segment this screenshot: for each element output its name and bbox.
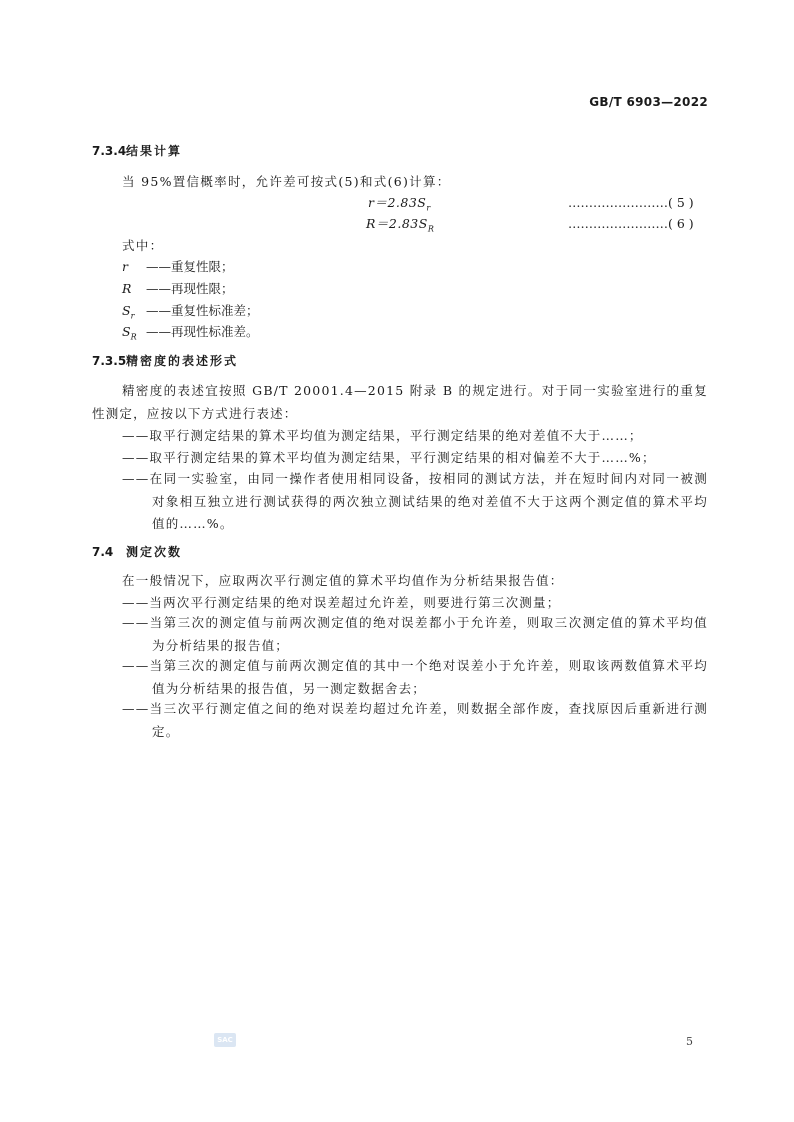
section-heading-7-3-4 — [92, 145, 182, 157]
definition-symbol-subscript: r — [130, 311, 135, 321]
definition-symbol-subscript: R — [130, 332, 137, 342]
section-title: 结果计算 — [126, 144, 183, 158]
equation-6-text: R＝2.83S — [366, 216, 428, 231]
equation-6-subscript: R — [427, 224, 435, 234]
sac-logo: SAC — [214, 1033, 236, 1047]
definition-symbol: R — [122, 281, 132, 296]
standard-code: GB/T 6903—2022 — [589, 95, 708, 109]
equation-5-number: ……………………( 5 ) — [568, 195, 694, 210]
definition-item — [122, 305, 259, 321]
calc-intro: 当 95%置信概率时，允许差可按式(5)和式(6)计算： — [122, 174, 451, 189]
definition-symbol-base: S — [122, 324, 131, 339]
equation-5 — [368, 197, 431, 213]
precision-item: ——取平行测定结果的算术平均值为测定结果，平行测定结果的绝对差值不大于……； — [122, 428, 643, 443]
section-heading-7-3-5 — [92, 355, 238, 367]
count-intro: 在一般情况下，应取两次平行测定值的算术平均值作为分析结果报告值： — [122, 573, 564, 588]
definition-symbol — [122, 305, 146, 321]
precision-item: ——取平行测定结果的算术平均值为测定结果，平行测定结果的相对偏差不大于……%； — [122, 450, 656, 465]
definition-text: ——重复性标准差； — [146, 303, 259, 318]
definition-symbol-base: S — [122, 303, 131, 318]
where-label: 式中： — [122, 238, 164, 253]
definition-item — [122, 261, 234, 274]
definition-item — [122, 326, 259, 342]
definition-text: ——重复性限； — [146, 259, 234, 274]
count-item: ——当第三次的测定值与前两次测定值的其中一个绝对误差小于允许差，则取该两数值算术平均值为分析结果的报告值，另一测定数据舍去； — [122, 658, 708, 696]
precision-paragraph: 精密度的表述宜按照 GB/T 20001.4—2015 附录 B 的规定进行。对于同一实验室进行的重复性测定，应按以下方式进行表述： — [92, 383, 708, 421]
section-title: 测定次数 — [126, 545, 183, 559]
section-number: 7.3.5 — [92, 354, 127, 368]
count-item: ——当第三次的测定值与前两次测定值的绝对误差都小于允许差，则取三次测定值的算术平均值为分析结果的报告值； — [122, 615, 708, 653]
equation-6 — [366, 218, 434, 234]
page-number: 5 — [686, 1035, 693, 1048]
count-item: ——当三次平行测定值之间的绝对误差均超过允许差，则数据全部作废，查找原因后重新进行测定。 — [122, 701, 708, 739]
section-number: 7.4 — [92, 545, 114, 559]
count-item: ——当两次平行测定结果的绝对误差超过允许差，则要进行第三次测量； — [122, 595, 561, 610]
equation-6-number: ……………………( 6 ) — [568, 216, 694, 231]
equation-5-subscript: r — [426, 203, 431, 213]
section-title: 精密度的表述形式 — [126, 354, 239, 368]
precision-item: ——在同一实验室，由同一操作者使用相同设备，按相同的测试方法，并在短时间内对同一被测对象相互独立进行测试获得的两次独立测试结果的绝对差值不大于这两个测定值的算术平均值的……%。 — [122, 471, 708, 531]
section-number: 7.3.4 — [92, 144, 127, 158]
equation-5-text: r＝2.83S — [368, 195, 427, 210]
definition-text: ——再现性标准差。 — [146, 324, 259, 339]
definition-symbol: r — [122, 259, 128, 274]
definition-text: ——再现性限； — [146, 281, 234, 296]
section-heading-7-4 — [92, 546, 182, 558]
definition-item — [122, 283, 234, 296]
definition-symbol — [122, 326, 146, 342]
